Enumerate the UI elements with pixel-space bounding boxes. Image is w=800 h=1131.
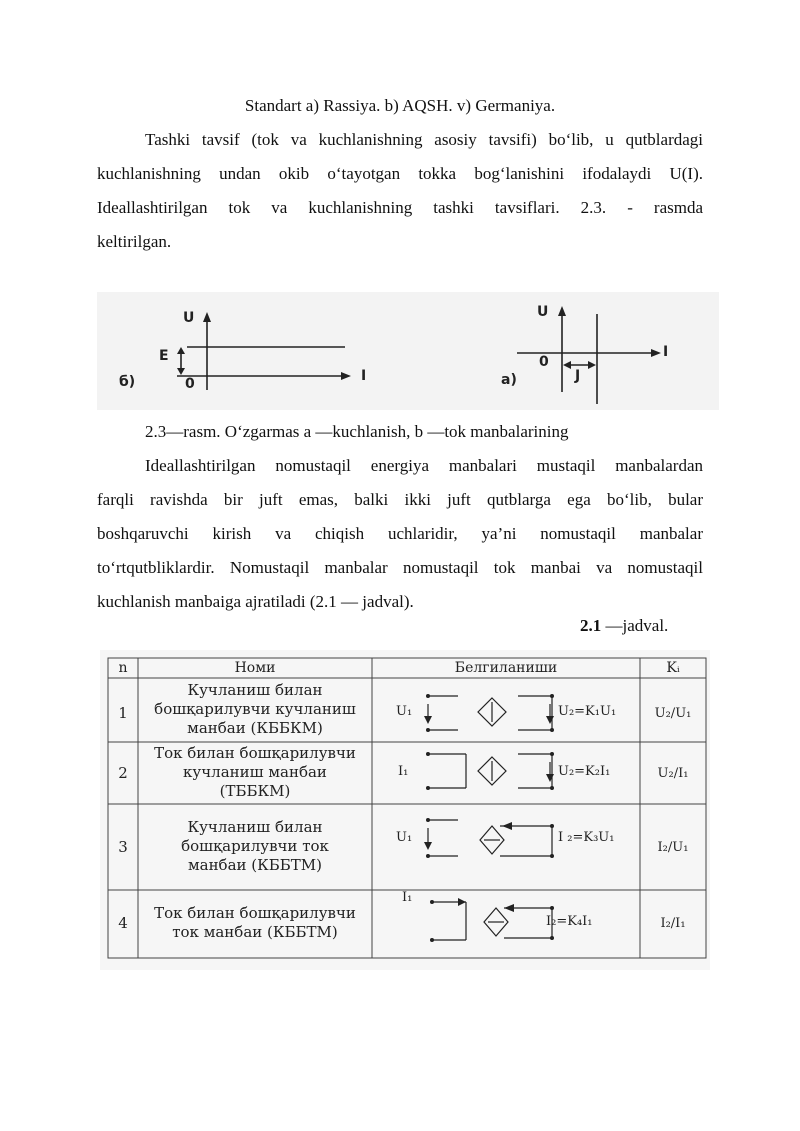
right-j-label: J <box>575 368 581 384</box>
left-plot-tag: б) <box>119 374 136 390</box>
para2-line: to‘rtqutbliklardir. Nomustaqil manbalar nomustaqil tok manbai va nomustaqil <box>97 558 703 577</box>
row-name-line: бошқарилувчи ток <box>181 837 329 855</box>
row-k: U₂/I₁ <box>657 766 689 781</box>
intro-line: kuchlanishning undan okib o‘tayotgan tokka bog‘lanishini ifodalaydi U(I). <box>97 164 703 183</box>
table-2-1 <box>100 650 710 970</box>
row-name <box>138 818 372 875</box>
row-name-line: Ток билан бошқарилувчи <box>154 744 356 762</box>
para2-line: farqli ravishda bir juft emas, balki ikki juft qutblarga ega bo‘lib, bular <box>97 490 703 509</box>
right-u-label: U <box>537 304 549 320</box>
intro-line: keltirilgan. <box>97 232 172 251</box>
row-name-line: (ТББКМ) <box>219 782 291 800</box>
table-caption-text: —jadval. <box>601 616 669 635</box>
row-name <box>138 681 372 738</box>
figure-caption: 2.3—rasm. O‘zgarmas a —kuchlanish, b —tok manbalarining <box>145 422 569 441</box>
right-i-label: I <box>663 344 669 360</box>
row-name-line: кучланиш манбаи <box>183 763 327 781</box>
row-name-line: Ток билан бошқарилувчи <box>154 904 356 922</box>
intro-line: Tashki tavsif (tok va kuchlanishning asosiy tavsifi) bo‘lib, u qutblardagi <box>145 130 703 149</box>
left-e-label: E <box>159 348 169 364</box>
row-input-label: I₁ <box>402 890 413 905</box>
row-output-label: U₂=K₁U₁ <box>558 704 617 719</box>
row-number: 3 <box>118 838 128 856</box>
standards-line: Standart a) Rassiya. b) AQSH. v) Germaniya. <box>244 96 556 115</box>
row-k: U₂/U₁ <box>654 706 692 721</box>
row-input-label: I₁ <box>398 764 409 779</box>
left-i-label: I <box>361 368 367 384</box>
figure-2-3 <box>97 292 719 410</box>
intro-line: Ideallashtirilgan tok va kuchlanishning tashki tavsiflari. 2.3. - rasmda <box>97 198 703 217</box>
row-output-label: I ₂=K₃U₁ <box>558 830 615 845</box>
row-number: 1 <box>118 704 128 722</box>
row-output-label: I₂=K₄I₁ <box>546 914 593 929</box>
left-u-label: U <box>183 310 195 326</box>
row-name-line: ток манбаи (КББТМ) <box>172 923 338 941</box>
row-number: 4 <box>118 914 128 932</box>
row-name <box>138 744 372 801</box>
para2-line: boshqaruvchi kirish va chiqish uchlaridir, ya’ni nomustaqil manbalar <box>97 524 703 543</box>
header-name: Номи <box>234 660 276 676</box>
para2-line: kuchlanish manbaiga ajratiladi (2.1 — jadval). <box>97 592 414 611</box>
row-output-label: U₂=K₂I₁ <box>558 764 611 779</box>
table-caption-number: 2.1 <box>580 616 602 635</box>
row-input-label: U₁ <box>396 704 413 719</box>
para2-line: Ideallashtirilgan nomustaqil energiya manbalari mustaqil manbalardan <box>145 456 703 475</box>
row-name-line: манбаи (КББТМ) <box>187 856 323 874</box>
table-caption <box>580 616 668 636</box>
row-k: I₂/U₁ <box>657 840 689 855</box>
left-origin-label: 0 <box>185 376 195 392</box>
row-input-label: U₁ <box>396 830 413 845</box>
right-origin-label: 0 <box>539 354 549 370</box>
row-name <box>138 904 372 942</box>
row-k: I₂/I₁ <box>660 916 686 931</box>
row-name-line: Кучланиш билан <box>187 818 323 836</box>
header-symbol: Белгиланиши <box>454 660 558 676</box>
header-k: Kᵢ <box>666 660 680 676</box>
row-number: 2 <box>118 764 128 782</box>
right-plot-tag: а) <box>501 372 517 388</box>
row-name-line: бошқарилувчи кучланиш <box>154 700 356 718</box>
row-name-line: манбаи (КББКМ) <box>187 719 323 737</box>
header-n: n <box>118 660 128 676</box>
row-name-line: Кучланиш билан <box>187 681 323 699</box>
